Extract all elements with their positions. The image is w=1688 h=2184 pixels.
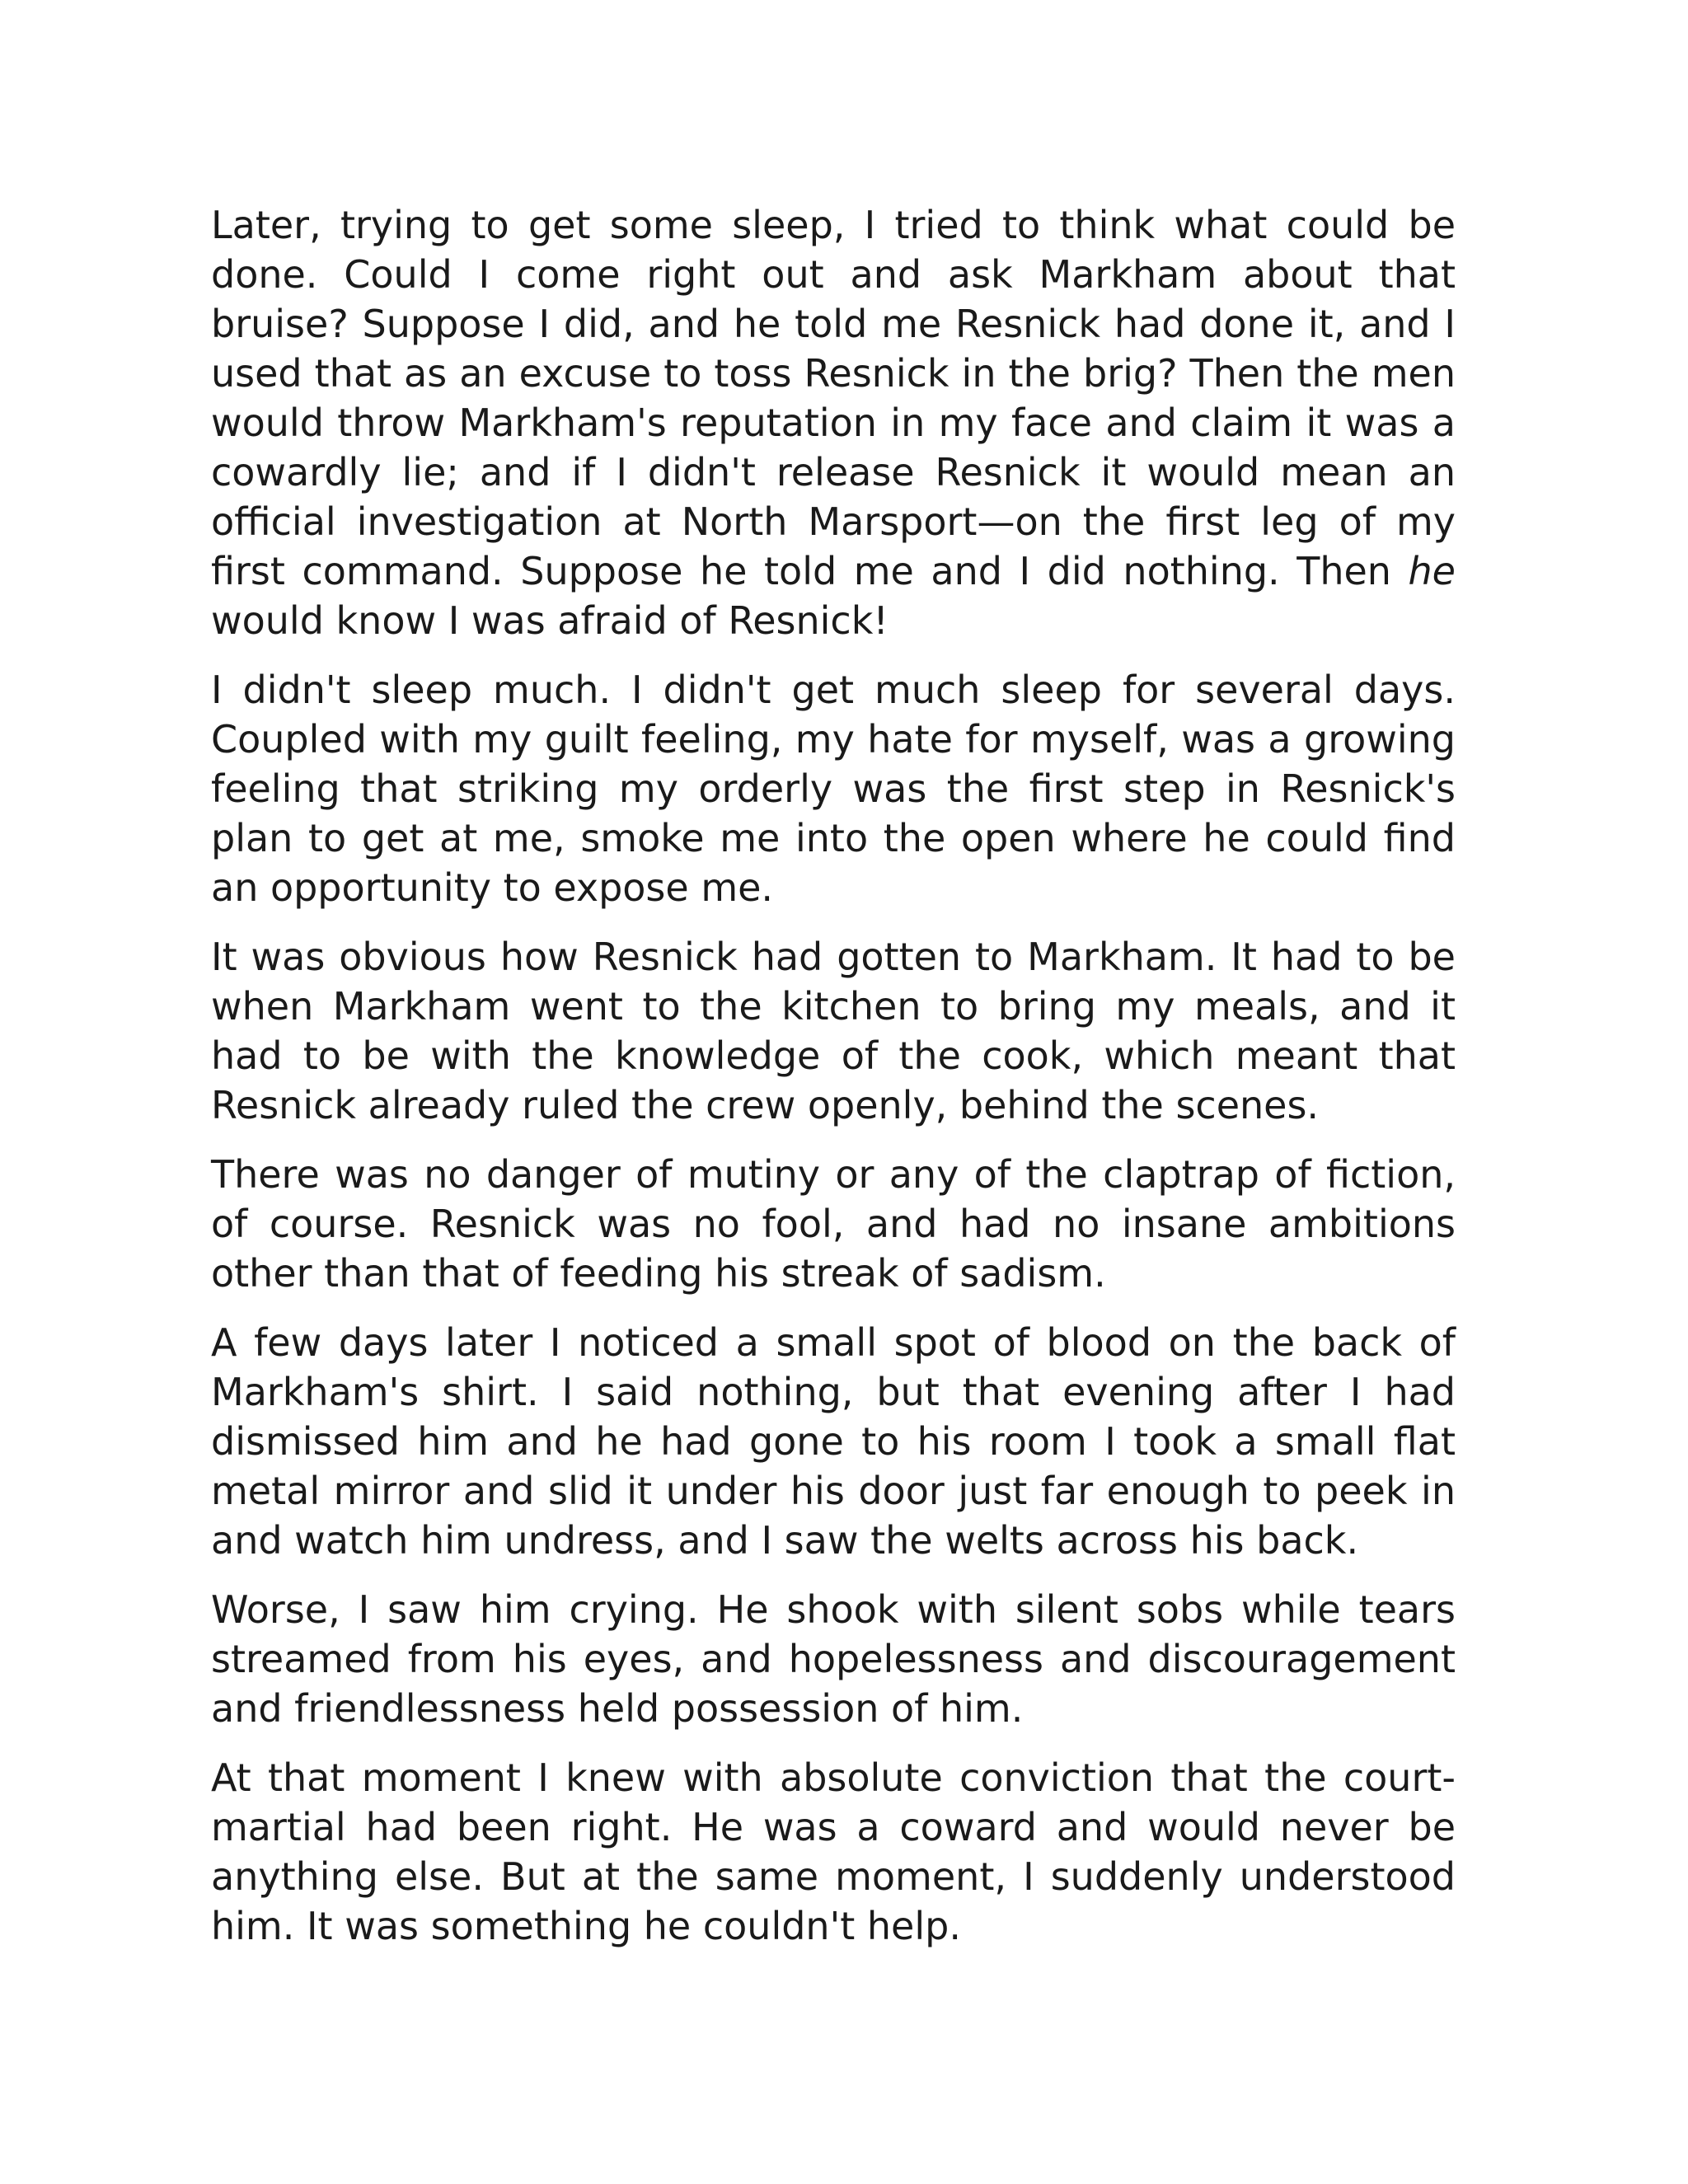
paragraph-3: It was obvious how Resnick had gotten to Markham. It had to be when Markham went to the kitchen to bring my meals, and it had to be with the knowledge of the cook, which meant that Resnick already ruled the crew openly, behind the scenes.	[211, 935, 1456, 1127]
paragraph-2: I didn't sleep much. I didn't get much sleep for several days. Coupled with my guilt feeling, my hate for myself, was a growing feeling that striking my orderly was the first step in Resnick's plan to get at me, smoke me into the open where he could find an opportunity to expose me.	[211, 668, 1456, 910]
paragraph-6: Worse, I saw him crying. He shook with silent sobs while tears streamed from his eyes, and hopelessness and discouragement and friendlessness held possession of him.	[211, 1587, 1456, 1731]
document-page	[211, 200, 1456, 1971]
paragraph-1-emphasis: he	[1408, 549, 1456, 593]
paragraph-5: A few days later I noticed a small spot of blood on the back of Markham's shirt. I said nothing, but that evening after I had dismissed him and he had gone to his room I took a small flat metal mirror and slid it under his door just far enough to peek in and watch him undress, and I saw the welts across his back.	[211, 1320, 1456, 1563]
paragraph-1-text-end: would know I was afraid of Resnick!	[211, 598, 889, 643]
paragraph-1-text-start: Later, trying to get some sleep, I tried to think what could be done. Could I come right out and ask Markham about that bruise? Suppose I did, and he told me Resnick had done it, and I used that as an excuse to toss Resnick in the brig? Then the men would throw Markham's reputation in my face and claim it was a cowardly lie; and if I didn't release Resnick it would mean an official investigation at North Marsport—on the first leg of my first command. Suppose he told me and I did nothing. Then	[211, 203, 1456, 593]
paragraph-4: There was no danger of mutiny or any of the claptrap of fiction, of course. Resnick was no fool, and had no insane ambitions other than that of feeding his streak of sadism.	[211, 1152, 1456, 1296]
paragraph-7: At that moment I knew with absolute conviction that the court-martial had been right. He was a coward and would never be anything else. But at the same moment, I suddenly understood him. It was something he couldn't help.	[211, 1755, 1456, 1948]
paragraph-1	[211, 200, 1456, 645]
